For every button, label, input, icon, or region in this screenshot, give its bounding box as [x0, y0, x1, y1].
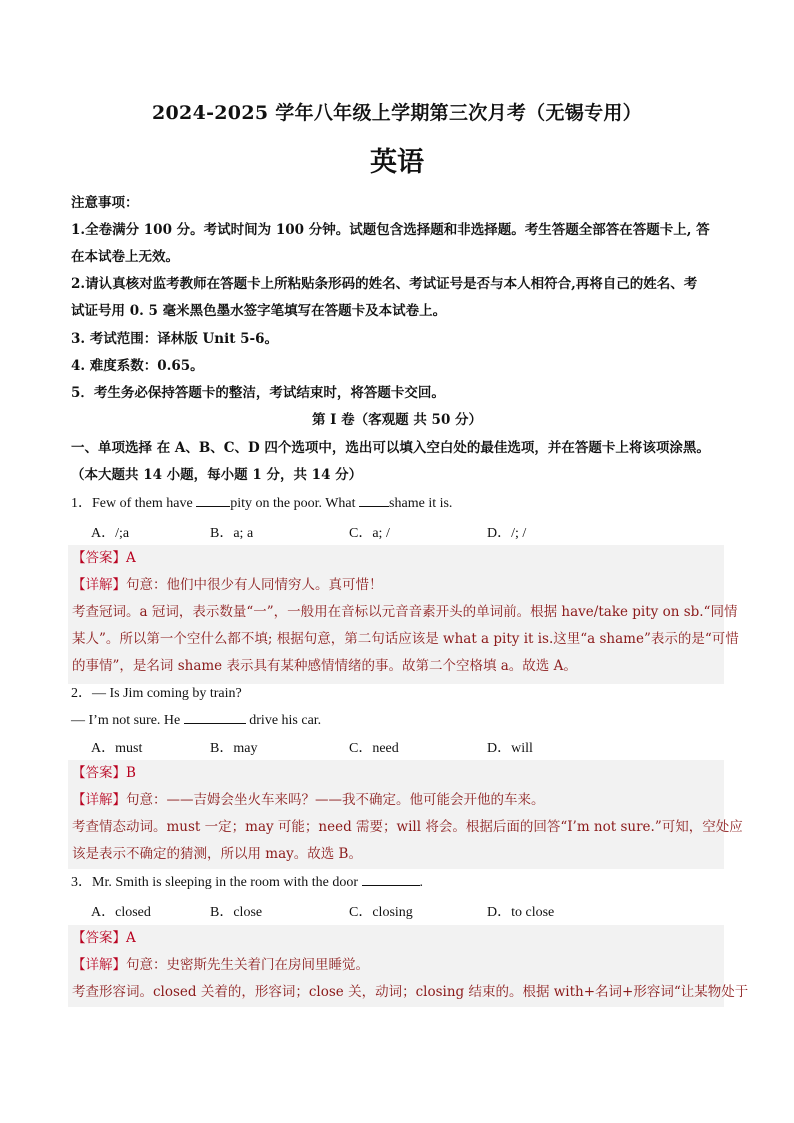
- question-3-option-d: D．to close: [487, 905, 555, 920]
- question-1-detail-label: 【详解】: [72, 577, 126, 593]
- question-3-option-b: B．close: [210, 905, 263, 920]
- section-instruction-cont: （本大题共 14 小题，每小题 1 分，共 14 分）: [71, 467, 363, 483]
- notice-item-2-cont: 试证号用 0. 5 毫米黑色墨水签字笔填写在答题卡及本试卷上。: [71, 303, 447, 319]
- question-2-option-b: B．may: [210, 741, 258, 756]
- question-2-detail-line: 该是表示不确定的猜测，所以用 may。故选 B。: [72, 846, 362, 862]
- question-2-stem: 2．— Is Jim coming by train?: [71, 686, 242, 701]
- question-2-option-c: C．need: [349, 741, 399, 756]
- question-3-answer: 【答案】A: [72, 930, 136, 946]
- section-instruction: 一、单项选择 在 A、B、C、D 四个选项中，选出可以填入空白处的最佳选项，并在答题卡上将该项涂黑。: [71, 440, 710, 456]
- notice-item-4: 4. 难度系数：0.65。: [71, 358, 204, 374]
- question-2-text-b: drive his car.: [245, 713, 322, 728]
- question-3-option-a: A．closed: [91, 905, 151, 920]
- question-1-blank-1: [196, 494, 230, 507]
- question-3-text-c: .: [419, 875, 423, 890]
- question-3-answer-box: [68, 925, 749, 1007]
- question-2-blank: [184, 711, 246, 724]
- subject-title: 英语: [370, 147, 424, 178]
- notice-item-5: 5．考生务必保持答题卡的整洁，考试结束时，将答题卡交回。: [71, 385, 445, 401]
- question-1-detail-meaning: 句意：他们中很少有人同情穷人。真可惜！: [126, 577, 383, 593]
- question-3-stem: [71, 873, 423, 892]
- question-3-detail-first: [72, 956, 369, 974]
- question-2-detail-meaning: 句意：——吉姆会坐火车来吗？——我不确定。他可能会开他的车来。: [126, 792, 545, 808]
- question-1-text-c: shame it is.: [389, 496, 453, 511]
- question-1-option-c: C．a; /: [349, 526, 390, 541]
- question-1-detail-line: 考查冠词。a 冠词，表示数量“一”，一般用在音标以元音音素开头的单词前。根据 have/take pity on sb.“同情: [72, 604, 738, 620]
- question-2-option-d: D．will: [487, 741, 533, 756]
- notice-heading: 注意事项：: [71, 195, 139, 211]
- question-1-detail-first: [72, 576, 383, 594]
- question-2-option-a: A．must: [91, 741, 143, 756]
- question-1-detail-line: 的事情”，是名词 shame 表示具有某种感情情绪的事。故第二个空格填 a。故选 A。: [72, 658, 577, 674]
- notice-item-2: 2.请认真核对监考教师在答题卡上所粘贴条形码的姓名、考试证号是否与本人相符合,再将自己的姓名、考: [71, 276, 698, 292]
- notice-item-1: 1.全卷满分 100 分。考试时间为 100 分钟。试题包含选择题和非选择题。考生答题全部答在答题卡上, 答: [71, 222, 710, 238]
- question-1-option-d: D．/; /: [487, 526, 527, 541]
- question-3-text-a: 3．Mr. Smith is sleeping in the room with the door: [71, 875, 362, 890]
- question-2-detail-first: [72, 791, 545, 809]
- question-1-answer-box: [68, 545, 739, 684]
- question-2-stem-line-2: [71, 711, 321, 730]
- question-1-answer: 【答案】A: [72, 550, 136, 566]
- question-3-blank: [362, 873, 420, 886]
- question-1-blank-2: [359, 494, 389, 507]
- part-title: 第 I 卷（客观题 共 50 分）: [311, 412, 483, 428]
- question-3-detail-line: 考查形容词。closed 关着的，形容词；close 关，动词；closing 结束的。根据 with+名词+形容词“让某物处于: [72, 984, 749, 1000]
- question-1-text-a: 1．Few of them have: [71, 496, 197, 511]
- question-1-stem: [71, 494, 452, 513]
- question-2-text-a: — I’m not sure. He: [71, 713, 184, 728]
- question-3-detail-label: 【详解】: [72, 957, 126, 973]
- question-1-text-b: pity on the poor. What: [230, 496, 360, 511]
- question-2-detail-line: 考查情态动词。must 一定；may 可能；need 需要；will 将会。根据后面的回答“I’m not sure.”可知，空处应: [72, 819, 743, 835]
- question-3-detail-meaning: 句意：史密斯先生关着门在房间里睡觉。: [126, 957, 369, 973]
- question-2-answer-box: [68, 760, 743, 869]
- question-2-answer: 【答案】B: [72, 765, 136, 781]
- question-1-option-b: B．a; a: [210, 526, 254, 541]
- question-1-option-a: A．/;a: [91, 526, 130, 541]
- page-title: 2024-2025 学年八年级上学期第三次月考（无锡专用）: [152, 102, 642, 124]
- question-3-option-c: C．closing: [349, 905, 413, 920]
- question-2-detail-label: 【详解】: [72, 792, 126, 808]
- notice-item-1-cont: 在本试卷上无效。: [71, 249, 179, 265]
- notice-item-3: 3. 考试范围：译林版 Unit 5-6。: [71, 331, 279, 347]
- question-1-detail-line: 某人”。所以第一个空什么都不填; 根据句意，第二句话应该是 what a pity it is.这里“a shame”表示的是“可惜: [72, 631, 739, 647]
